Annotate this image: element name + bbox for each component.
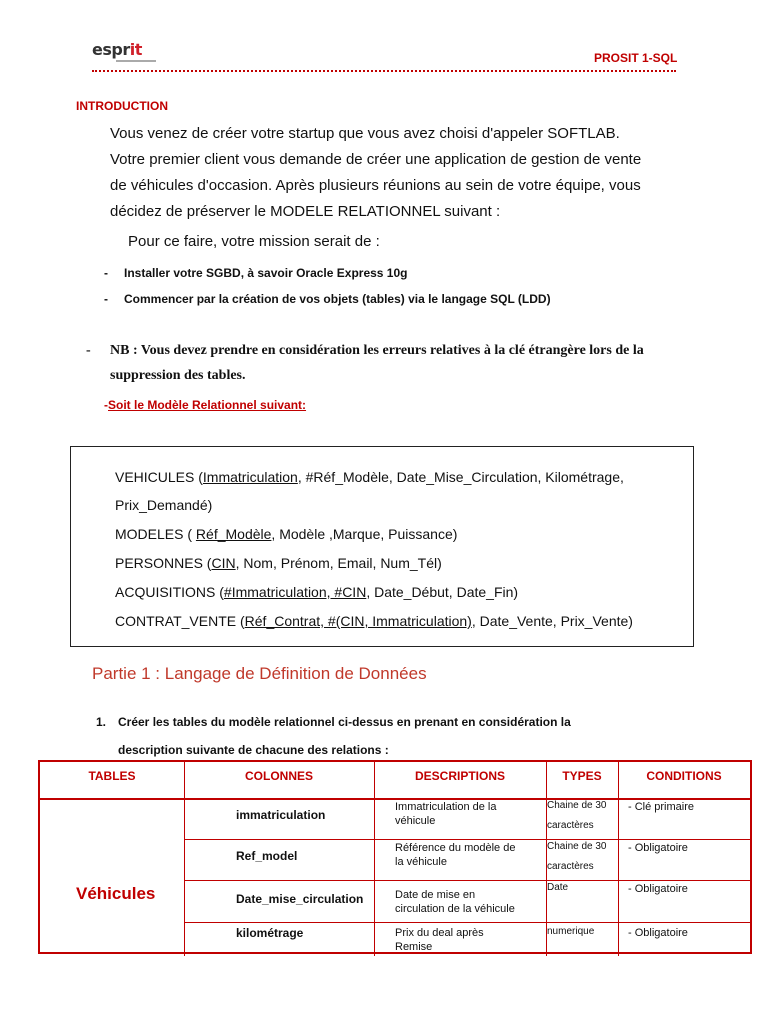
logo-text: esprit bbox=[92, 40, 142, 59]
model-vehicules-cont: Prix_Demandé) bbox=[115, 497, 213, 513]
table-cell-condition: - Obligatoire bbox=[628, 842, 688, 854]
table-divider bbox=[184, 762, 185, 956]
section-title-partie-1: Partie 1 : Langage de Définition de Données bbox=[92, 664, 427, 683]
table-cell-type: Chaine de 30 caractères bbox=[547, 800, 607, 831]
doc-title: PROSIT 1-SQL bbox=[594, 51, 678, 65]
table-header-tables: TABLES bbox=[88, 769, 136, 783]
table-divider bbox=[618, 762, 619, 956]
table-cell-column: kilométrage bbox=[236, 926, 304, 940]
intro-line-3: de véhicules d'occasion. Après plusieurs réunions au sein de votre équipe, vous bbox=[110, 177, 641, 194]
header-divider bbox=[92, 70, 676, 72]
table-cell-type: numerique bbox=[547, 926, 595, 937]
table-cell-column: Ref_model bbox=[236, 849, 298, 863]
intro-line-1: Vous venez de créer votre startup que vous avez choisi d'appeler SOFTLAB. bbox=[110, 125, 620, 142]
table-cell-type: Date bbox=[547, 882, 569, 893]
table-header-types: TYPES bbox=[562, 769, 602, 783]
esprit-logo bbox=[92, 40, 172, 66]
table-divider bbox=[374, 762, 375, 956]
model-vehicules: VEHICULES (Immatriculation, #Réf_Modèle, Date_Mise_Circulation, Kilométrage, bbox=[115, 469, 624, 485]
table-header-conditions: CONDITIONS bbox=[646, 769, 722, 783]
table-cell-description: Prix du deal après Remise bbox=[395, 927, 484, 953]
table-cell-column: immatriculation bbox=[236, 808, 326, 822]
table-header-colonnes: COLONNES bbox=[244, 769, 313, 783]
model-acquisitions: ACQUISITIONS (#Immatriculation, #CIN, Date_Début, Date_Fin) bbox=[115, 584, 519, 600]
table-cell-type: Chaine de 30 caractères bbox=[547, 841, 607, 872]
logo-tagline-line bbox=[116, 60, 156, 62]
intro-paragraph bbox=[110, 121, 690, 225]
table-cell-column: Date_mise_circulation bbox=[236, 892, 364, 906]
intro-line-4: décidez de préserver le MODELE RELATIONNEL suivant : bbox=[110, 203, 501, 220]
mission-line: Pour ce faire, votre mission serait de : bbox=[128, 233, 380, 250]
question-1: 1. Créer les tables du modèle relationnel ci-dessus en prenant en considération la description suivante de chacune des relations : bbox=[96, 715, 571, 757]
relational-model-box bbox=[70, 446, 694, 647]
table-row-rule bbox=[184, 922, 750, 923]
vehicules-table bbox=[38, 760, 752, 954]
intro-heading: INTRODUCTION bbox=[76, 99, 168, 113]
table-cell-description: Date de mise en circulation de la véhicule bbox=[395, 889, 515, 915]
bullet-item: - Commencer par la création de vos objets (tables) via le langage SQL (LDD) bbox=[104, 292, 551, 306]
table-header-descriptions: DESCRIPTIONS bbox=[414, 769, 505, 783]
table-row-rule bbox=[184, 880, 750, 881]
nb-note: - NB : Vous devez prendre en considération les erreurs relatives à la clé étrangère lors de la suppression des tables. bbox=[86, 343, 644, 383]
table-cell-description: Immatriculation de la véhicule bbox=[395, 801, 497, 827]
table-cell-description: Référence du modèle de la véhicule bbox=[395, 842, 516, 868]
model-intro: -Soit le Modèle Relationnel suivant: bbox=[104, 398, 307, 412]
table-row-rule bbox=[184, 839, 750, 840]
model-modeles: MODELES ( Réf_Modèle, Modèle ,Marque, Puissance) bbox=[115, 526, 458, 542]
bullet-item: - Installer votre SGBD, à savoir Oracle Express 10g bbox=[104, 266, 408, 280]
table-name-vehicules: Véhicules bbox=[76, 884, 156, 903]
table-cell-condition: - Clé primaire bbox=[628, 801, 695, 813]
table-cell-condition: - Obligatoire bbox=[628, 883, 688, 895]
table-cell-condition: - Obligatoire bbox=[628, 927, 688, 939]
intro-line-2: Votre premier client vous demande de créer une application de gestion de vente bbox=[110, 151, 642, 168]
model-personnes: PERSONNES (CIN, Nom, Prénom, Email, Num_Tél) bbox=[115, 555, 442, 571]
model-contrat-vente: CONTRAT_VENTE (Réf_Contrat, #(CIN, Immatriculation), Date_Vente, Prix_Vente) bbox=[115, 613, 633, 629]
